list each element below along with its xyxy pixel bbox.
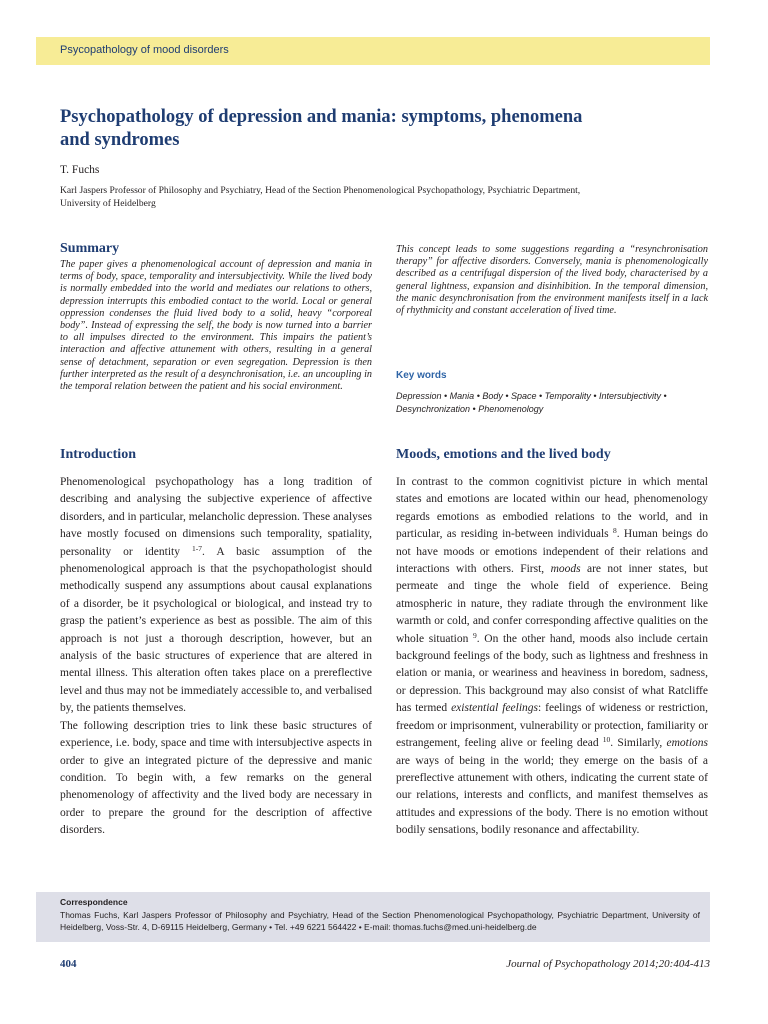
summary-right-column [396, 244, 708, 317]
keywords-line-2: Desynchronization • Phenomenology [396, 404, 544, 414]
affiliation-line-2: University of Heidelberg [60, 197, 156, 209]
page-number: 404 [60, 958, 77, 970]
moods-text-b: . Human beings do not have moods or emotions independent of their relations and interactions with others. First, [396, 528, 708, 576]
summary-text-left: The paper gives a phenomenological account of depression and mania in terms of body, space, temporality and intersubjectivity. While the lived body is normally embedded into the world and mediates our relations to others, depression interrupts this embodied contact to the world. Local or general oppression condenses the fluid lived body to a solid, heavy “corporeal body”. Instead of expressing the self, the body is now turned into a barrier to all impulses directed to the environment. This impairs the patient’s interaction and affective attunement with others, resulting in a general sense of detachment, separation or even segregation. Depression is then further interpreted as the result of a desynchronisation, i.e. an uncoupling in the temporal relation between the patient and his social environment. [60, 259, 372, 393]
moods-reference-8: 8 [612, 526, 617, 536]
moods-body [396, 474, 708, 840]
summary-heading: Summary [60, 241, 120, 256]
keywords-heading: Key words [396, 370, 447, 381]
introduction-body [60, 474, 372, 840]
correspondence-text: Thomas Fuchs, Karl Jaspers Professor of Philosophy and Psychiatry, Head of the Section Phenomenological Psychopathology, Psychiatric Department, University of Heidelberg, Voss-Str. 4, D-69115 Heidelberg, Germany • Tel. +49 6221 564422 • E-mail: thomas.fuchs@med.uni-heidelberg.de [60, 910, 700, 932]
introduction-paragraph-1 [60, 474, 372, 718]
moods-reference-9: 9 [473, 630, 477, 640]
intro-reference-1-7: 1-7 [192, 543, 203, 553]
introduction-heading: Introduction [60, 447, 136, 462]
summary-text-right: This concept leads to some suggestions regarding a “resynchronisation therapy” for affective disorders. Conversely, mania is phenomenologically described as a centrifugal dispersion of the lived body, characterised by a general lightness, expansion and disinhibition. In the temporal dimension, the manic desynchronisation from the environment manifests itself in a lack of rhythmicity and constant acceleration of lived time. [396, 244, 708, 317]
moods-emphasis-existential-feelings: existential feelings [451, 702, 539, 715]
article-title [60, 106, 700, 152]
affiliation-line-1: Karl Jaspers Professor of Philosophy and Psychiatry, Head of the Section Phenomenological Psychopathology, Psychiatric Department, [60, 185, 581, 196]
keywords-line-1: Depression • Mania • Body • Space • Temporality • Intersubjectivity • [396, 391, 667, 401]
author-name: T. Fuchs [60, 164, 100, 176]
moods-text-h: . Similarly, [610, 737, 667, 750]
correspondence-box [36, 892, 710, 942]
moods-paragraph [396, 474, 708, 840]
summary-left-column [60, 259, 372, 393]
journal-citation: Journal of Psychopathology 2014;20:404-413 [506, 958, 710, 970]
moods-text-d: are not inner states, but permeate and tinge the whole field of experience. Being atmospheric in nature, they radiate through the environment like warmth or cold, and confer corresponding affective qualities on the whole situation [396, 563, 709, 645]
correspondence-heading: Correspondence [60, 897, 128, 907]
running-header-band [36, 37, 710, 65]
running-title: Psycopathology of mood disorders [60, 44, 229, 56]
intro-p1-text-b: . A basic assumption of the phenomenological approach is that the psychopathologist should methodically suspend any assumptions about causal explanations of a disorder, be it psychological or biological, and instead try to grasp the patient’s experience as best as possible. The aim of this approach is not just a thorough description, however, but an analysis of the basic structures of experience that are altered in mental illness. This alteration often takes place on a prereflective level and thus may not be immediately accessible to, and verbalised by, the patients themselves. [60, 545, 372, 715]
moods-text-e: . On the other hand, moods also include certain background feelings of the body, such as lightness and freshness in elation or mania, or weariness and heaviness in boredom, sadness, or depression. This background may also consist of what Ratcliffe has termed [396, 632, 709, 715]
introduction-paragraph-2: The following description tries to link these basic structures of experience, i.e. body, space and time with intersubjective aspects in order to give an integrated picture of the depressive and manic condition. To begin with, a few remarks on the general phenomenology of affectivity and the lived body are necessary in order to prepare the ground for the description of affective disorders. [60, 719, 372, 837]
intro-p1-text-a: Phenomenological psychopathology has a long tradition of describing and analysing the subjective experience of affective disorders, and in particular, melancholic depression. These analyses have mostly focused on dimensions such temporality, spatiality, personality or identity [60, 476, 372, 558]
moods-reference-10: 10 [602, 735, 611, 745]
title-line-2: and syndromes [60, 130, 180, 150]
keywords-list [396, 390, 714, 416]
moods-text-a: In contrast to the common cognitivist picture in which mental states and emotions are located within our head, phenomenology regards emotions as embodied relations to the world, and in particular, as residing in-between individuals [396, 476, 708, 541]
moods-text-g: : feelings of wideness or restriction, freedom or imprisonment, vulnerability or protection, familiarity or estrangement, feeling alive or feeling dead [396, 702, 708, 750]
author-affiliation [60, 185, 700, 210]
moods-emphasis-emotions: emotions [666, 737, 708, 750]
moods-heading: Moods, emotions and the lived body [396, 447, 611, 462]
moods-text-j: are ways of being in the world; they emerge on the basis of a prereflective attunement with others, indicating the current state of our relations, interests and conflicts, and manifest themselves as attitudes and expressions of the body. There is no emotion without bodily sensations, bodily resonance and affectability. [396, 754, 708, 837]
moods-emphasis-moods: moods [550, 563, 581, 576]
title-line-1: Psychopathology of depression and mania: symptoms, phenomena [60, 107, 583, 127]
